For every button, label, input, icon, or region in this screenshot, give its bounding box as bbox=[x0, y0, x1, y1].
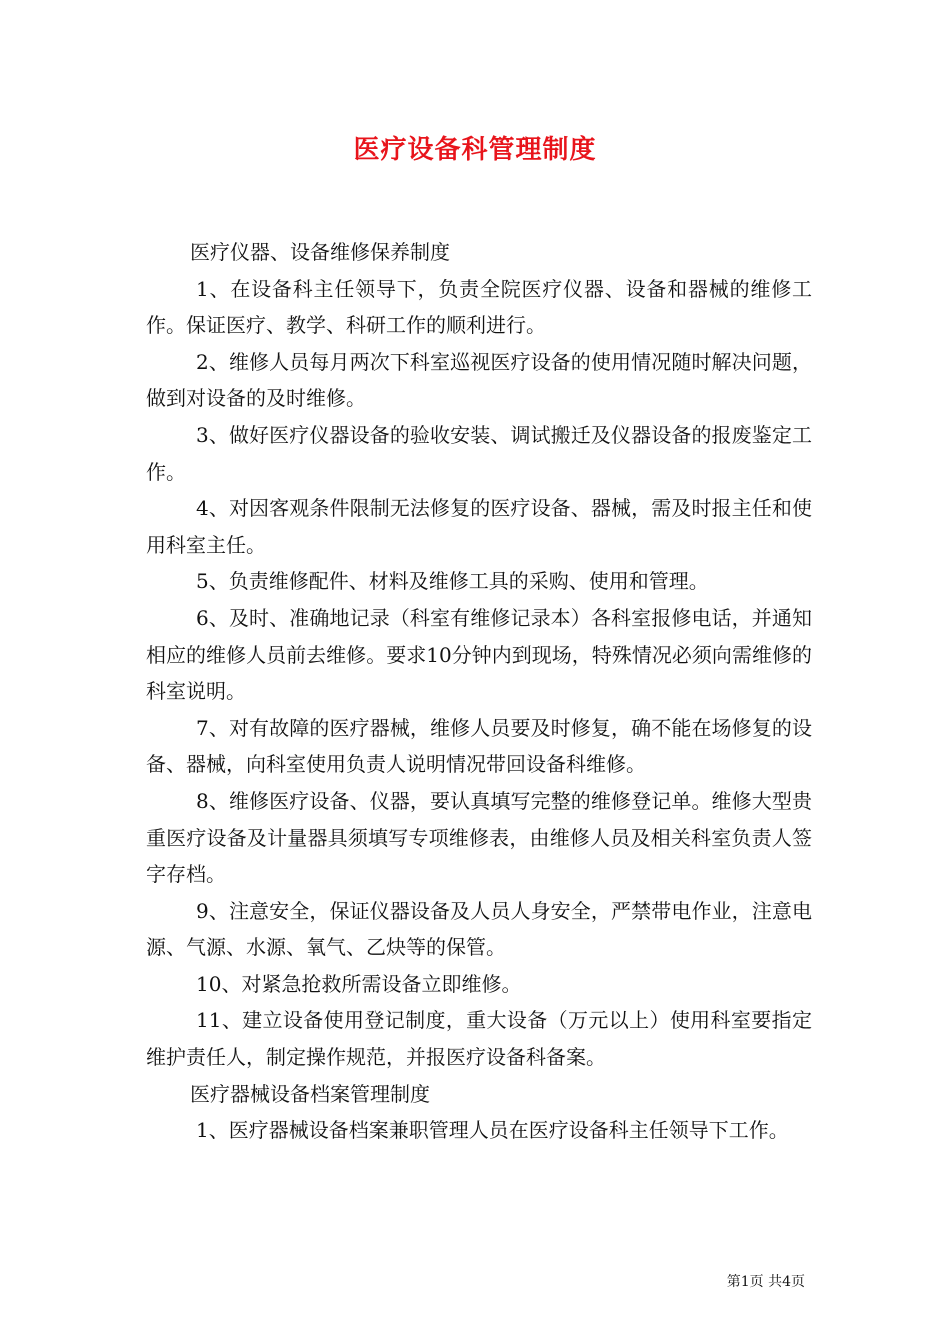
paragraph: 4、对因客观条件限制无法修复的医疗设备、器械，需及时报主任和使用科室主任。 bbox=[146, 496, 812, 557]
document-title: 医疗设备科管理制度 bbox=[353, 135, 597, 165]
document-body bbox=[146, 234, 812, 1149]
section-heading: 医疗仪器、设备维修保养制度 bbox=[190, 240, 450, 264]
paragraph: 3、做好医疗仪器设备的验收安装、调试搬迁及仪器设备的报废鉴定工作。 bbox=[146, 422, 812, 484]
paragraph: 2、维修人员每月两次下科室巡视医疗设备的使用情况随时解决问题，做到对设备的及时维修。 bbox=[146, 349, 812, 411]
paragraph: 9、注意安全，保证仪器设备及人员人身安全，严禁带电作业，注意电源、气源、水源、氧气、乙炔等的保管。 bbox=[146, 898, 812, 960]
page-number: 第1页 共4页 bbox=[726, 1274, 805, 1290]
paragraph: 7、对有故障的医疗器械，维修人员要及时修复，确不能在场修复的设备、器械，向科室使用负责人说明情况带回设备科维修。 bbox=[146, 715, 812, 777]
paragraph: 5、负责维修配件、材料及维修工具的采购、使用和管理。 bbox=[196, 569, 709, 594]
paragraph: 8、维修医疗设备、仪器，要认真填写完整的维修登记单。维修大型贵重医疗设备及计量器具须填写专项维修表，由维修人员及相关科室负责人签字存档。 bbox=[146, 788, 812, 887]
paragraph: 1、在设备科主任领导下，负责全院医疗仪器、设备和器械的维修工作。保证医疗、教学、科研工作的顺利进行。 bbox=[146, 276, 812, 338]
paragraph: 1、医疗器械设备档案兼职管理人员在医疗设备科主任领导下工作。 bbox=[196, 1118, 789, 1143]
paragraph: 10、对紧急抢救所需设备立即维修。 bbox=[196, 971, 522, 996]
section-heading: 医疗器械设备档案管理制度 bbox=[190, 1081, 430, 1106]
paragraph: 11、建立设备使用登记制度，重大设备（万元以上）使用科室要指定维护责任人，制定操作规范，并报医疗设备科备案。 bbox=[146, 1008, 812, 1070]
paragraph: 6、及时、准确地记录（科室有维修记录本）各科室报修电话，并通知相应的维修人员前去维修。要求10分钟内到现场，特殊情况必须向需维修的科室说明。 bbox=[146, 605, 812, 704]
